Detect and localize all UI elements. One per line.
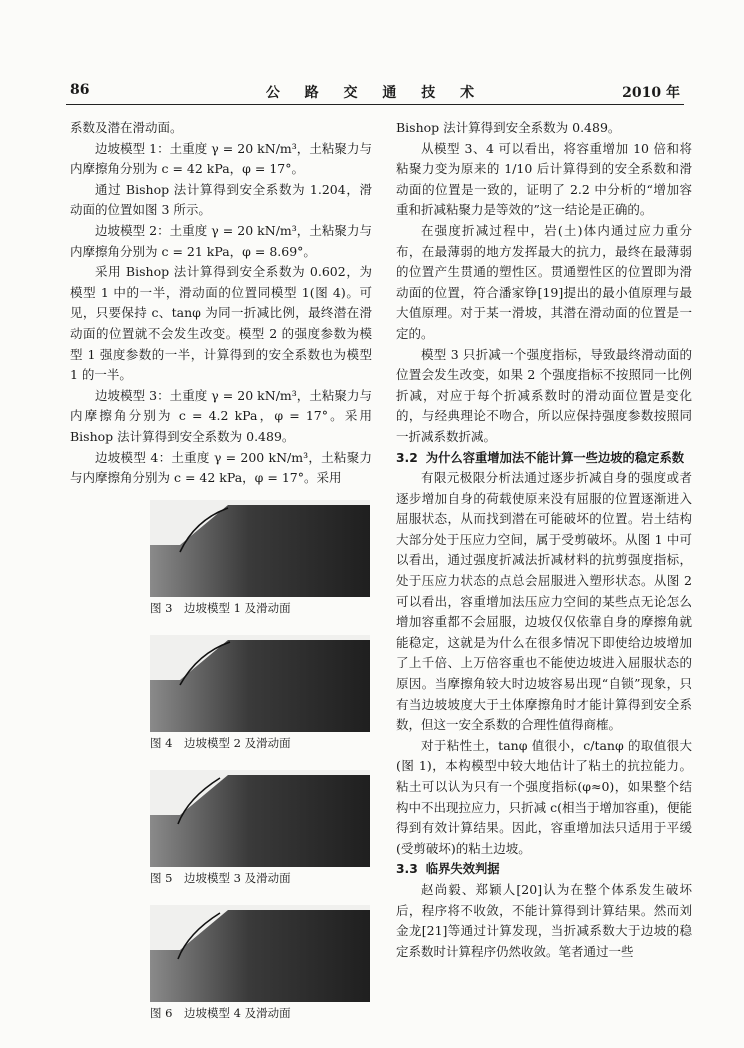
paragraph: 边坡模型 2：土重度 γ = 20 kN/m³，土粘聚力与内摩擦角分别为 c = 21 kPa，φ = 8.69°。 [70,222,372,259]
paragraph: 赵尚毅、郑颖人[20]认为在整个体系发生破坏后，程序将不收敛，不能计算得到计算结果。然而刘金龙[21]等通过计算发现，当折减系数大于边坡的稳定系数时计算程序仍然收敛。笔者通过一些 [396,881,692,959]
paragraph: Bishop 法计算得到安全系数为 0.489。 [396,120,621,135]
paragraph: 系数及潜在滑动面。 [70,120,183,135]
issue-year: 2010 年 [622,85,680,101]
figure-3-slope-model [150,500,370,597]
figure-stack [150,500,370,1040]
figure-caption: 图 6 边坡模型 4 及滑动面 [150,1006,291,1020]
paragraph: 采用 Bishop 法计算得到安全系数为 0.602，为模型 1 中的一半，滑动面的位置同模型 1(图 4)。可见，只要保持 c、tanφ 为同一折减比例，最终潜在滑动面的位置就不会发生改变。模型 2 的强度参数为模型 1 强度参数的一半，计算得到的安全系数也为模型 1 的一半。 [70,264,372,383]
section-title: 为什么容重增加法不能计算一些边坡的稳定系数 [425,450,685,465]
paragraph: 从模型 3、4 可以看出，将容重增加 10 倍和将粘聚力变为原来的 1/10 后计算得到的安全系数和滑动面的位置是一致的，证明了 2.2 中分析的“增加容重和折减粘聚力是等效的”这一结论是正确的。 [396,140,692,218]
paragraph: 边坡模型 1：土重度 γ = 20 kN/m³，土粘聚力与内摩擦角分别为 c = 42 kPa，φ = 17°。 [70,140,372,177]
figure-5-slope-model [150,770,370,867]
section-heading-3-3 [396,859,692,880]
section-number: 3.3 [396,862,418,877]
right-column [396,118,692,962]
paragraph: 有限元极限分析法通过逐步折减自身的强度或者逐步增加自身的荷载使原来没有屈服的位置逐渐进入屈服状态，从而找到潜在可能破坏的位置。岩土结构大部分处于压应力空间，属于受剪破坏。从图 1 中可以看出，通过强度折减法折减材料的抗剪强度指标，处于压应力状态的点总会屈服进入塑形状态。从图 2 可以看出，容重增加法压应力空间的某些点无论怎么增加容重都不会屈服，边坡仅仅依靠自身的摩擦角就能稳定，这就是为什么在很多情况下即使给边坡增加了上千倍、上万倍容重也不能使边坡进入屈服状态的原因。当摩擦角较大时边坡容易出现“自锁”现象，只有当边坡坡度大于土体摩擦角时才能计算得到安全系数，但这一安全系数的合理性值得商榷。 [396,470,692,733]
running-header [66,78,684,105]
paragraph: 边坡模型 3：土重度 γ = 20 kN/m³，土粘聚力与内摩擦角分别为 c = 4.2 kPa，φ = 17°。采用 Bishop 法计算得到安全系数为 0.489。 [70,387,372,444]
figure-caption: 图 5 边坡模型 3 及滑动面 [150,871,291,885]
left-column [70,118,372,489]
section-heading-3-2 [396,448,692,469]
section-number: 3.2 [396,450,418,465]
paragraph: 在强度折减过程中，岩(土)体内通过应力重分布，在最薄弱的地方发挥最大的抗力，最终在最薄弱的位置产生贯通的塑性区。贯通塑性区的位置即为滑动面的位置，符合潘家铮[19]提出的最小值原理与最大值原理。对于某一滑坡，其潜在滑动面的位置是一定的。 [396,222,692,341]
paragraph: 边坡模型 4：土重度 γ = 200 kN/m³，土粘聚力与内摩擦角分别为 c = 42 kPa，φ = 17°。采用 [70,449,372,486]
journal-title: 公 路 交 通 技 术 [265,85,485,101]
figure-4-slope-model [150,635,370,732]
paragraph: 模型 3 只折减一个强度指标，导致最终滑动面的位置会发生改变，如果 2 个强度指标不按照同一比例折减，对应于每个折减系数时的滑动面位置是变化的，与经典理论不吻合，所以应保持强度参数按照同一折减系数折减。 [396,346,692,444]
figure-6-slope-model [150,905,370,1002]
figure-caption: 图 4 边坡模型 2 及滑动面 [150,736,291,750]
paragraph: 通过 Bishop 法计算得到安全系数为 1.204，滑动面的位置如图 3 所示。 [70,181,372,218]
paragraph: 对于粘性土，tanφ 值很小，c/tanφ 的取值很大(图 1)，本构模型中较大地估计了粘土的抗拉能力。粘土可以认为只有一个强度指标(φ≈0)，如果整个结构中不出现拉应力，只折减 c(相当于增加容重)，便能得到有效计算结果。因此，容重增加法只适用于平缓(受剪破坏)的粘土边坡。 [396,737,692,856]
page-number: 86 [70,82,90,98]
figure-caption: 图 3 边坡模型 1 及滑动面 [150,601,291,615]
section-title: 临界失效判据 [425,862,500,877]
